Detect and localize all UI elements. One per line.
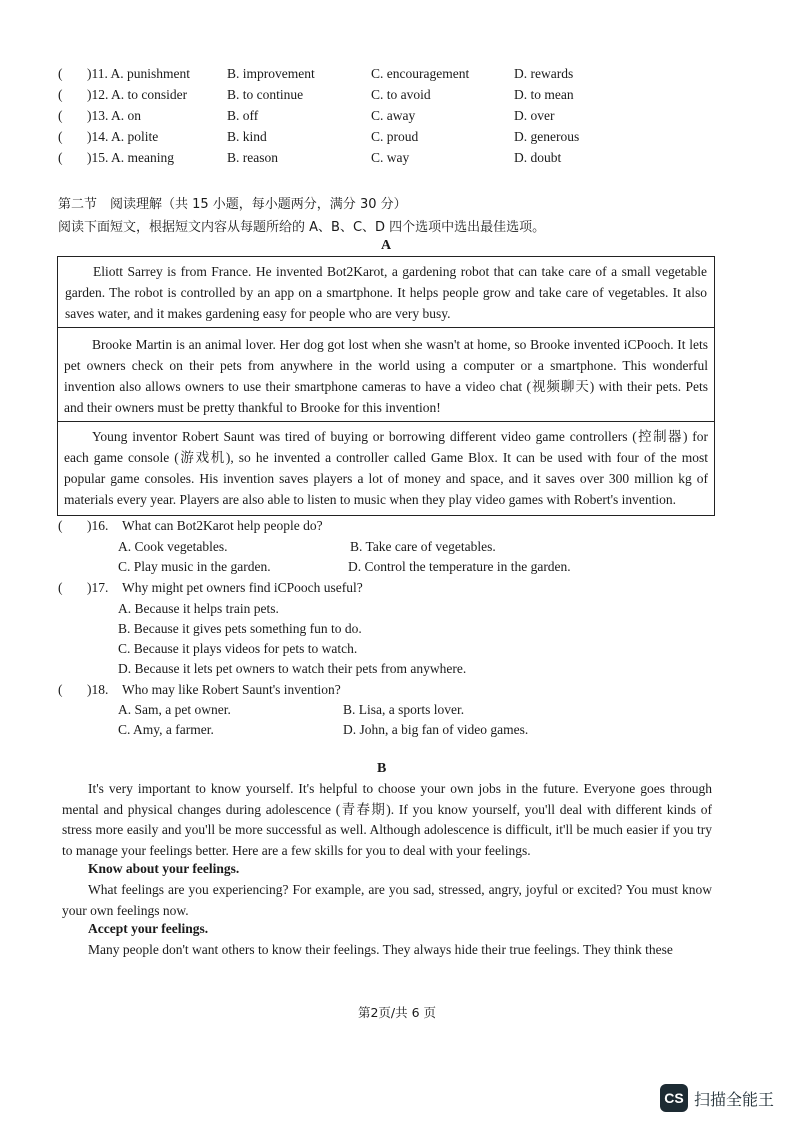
- option-b: B. to continue: [227, 87, 304, 102]
- option: D. Control the temperature in the garden.: [348, 559, 571, 574]
- option-text: C. Because it plays videos for pets to watch.: [118, 641, 358, 656]
- question-number: )17.: [87, 580, 109, 595]
- options-row: [118, 559, 678, 579]
- option: B. Lisa, a sports lover.: [343, 702, 465, 717]
- question-text: What can Bot2Karot help people do?: [122, 518, 323, 533]
- option: A. Cook vegetables.: [118, 539, 228, 554]
- question-stem: [58, 580, 658, 600]
- watermark-text: 扫描全能王: [693, 1089, 774, 1109]
- option-a: )11. A. punishment: [87, 66, 190, 81]
- answer-paren: (: [58, 518, 63, 533]
- options-row: [118, 539, 678, 559]
- scanner-watermark: [660, 1084, 774, 1112]
- box-divider: [57, 327, 715, 328]
- option-b: B. off: [227, 108, 259, 123]
- option-b: B. kind: [227, 129, 267, 144]
- passage-b-paragraph: What feelings are you experiencing? For example, are you sad, stressed, angry, joyful or excited? You must know your own feelings now.: [62, 882, 712, 918]
- question-text: Who may like Robert Saunt's invention?: [122, 682, 341, 697]
- options-row: [118, 722, 678, 742]
- page-number: 第2页/共 6 页: [357, 1005, 437, 1020]
- passage-b-intro: It's very important to know yourself. It's helpful to choose your own jobs in the future. Everyone goes through mental and physical changes during adolescence (青春期). If you know yourself, you'll deal with different kinds of stress more easily and you'll be more successful as well. Although adolescence is difficult, it'll be much easier if you try to manage your feelings better. Here are a few skills for you to deal with your feelings.: [62, 781, 712, 858]
- answer-paren: (: [58, 87, 63, 102]
- option-a: )12. A. to consider: [87, 87, 188, 102]
- option-text: B. Because it gives pets something fun to do.: [118, 621, 362, 636]
- option: C. Amy, a farmer.: [118, 722, 214, 737]
- option-d: D. to mean: [514, 87, 574, 102]
- option-row: [58, 129, 618, 149]
- passage-b-label: B: [377, 761, 387, 776]
- answer-paren: (: [58, 108, 63, 123]
- answer-paren: (: [58, 150, 63, 165]
- option-text: D. Because it lets pet owners to watch their pets from anywhere.: [118, 661, 467, 676]
- option: A. Sam, a pet owner.: [118, 702, 231, 717]
- option: D. John, a big fan of video games.: [343, 722, 529, 737]
- options-row: [118, 702, 678, 722]
- option-d: D. doubt: [514, 150, 562, 165]
- option: C. Play music in the garden.: [118, 559, 271, 574]
- option: B. Take care of vegetables.: [350, 539, 496, 554]
- passage-b-subheading: Know about your feelings.: [88, 861, 240, 876]
- section-instruction: 阅读下面短文，根据短文内容从每题所给的 A、B、C、D 四个选项中选出最佳选项。: [58, 220, 546, 235]
- question-number: )16.: [87, 518, 109, 533]
- passage-a-label: A: [381, 238, 392, 253]
- option-d: D. rewards: [514, 66, 574, 81]
- passage-a-paragraph: Brooke Martin is an animal lover. Her dog got lost when she wasn't at home, so Brooke invented iCPooch. It lets pet owners check on their pets from anywhere in the world using a computer or a smartphone. This wonderful invention also allows owners to use their smartphone cameras to have a video chat (视频聊天) with their pets. Pets and their owners must be pretty thankful to Brooke for this invention!: [64, 337, 708, 415]
- answer-paren: (: [58, 580, 63, 595]
- option-c: C. encouragement: [371, 66, 470, 81]
- option-row: [58, 108, 618, 128]
- option-b: B. improvement: [227, 66, 315, 81]
- option-c: C. to avoid: [371, 87, 431, 102]
- option-row: [58, 150, 618, 170]
- option-row: [58, 87, 618, 107]
- camscanner-logo-icon: CS: [660, 1084, 688, 1112]
- option-a: )15. A. meaning: [87, 150, 174, 165]
- question-text: Why might pet owners find iCPooch useful?: [122, 580, 363, 595]
- box-divider: [57, 421, 715, 422]
- question-stem: [58, 518, 658, 538]
- option-a: )13. A. on: [87, 108, 141, 123]
- option-c: C. proud: [371, 129, 419, 144]
- option-c: C. way: [371, 150, 410, 165]
- option-text: A. Because it helps train pets.: [118, 601, 279, 616]
- question-number: )18.: [87, 682, 109, 697]
- question-stem: [58, 682, 658, 702]
- passage-a-paragraph: Young inventor Robert Saunt was tired of buying or borrowing different video game controllers (控制器) for each game console (游戏机), so he invented a controller called Game Blox. It can be used with four of the most popular game consoles. His invention saves players a lot of money and space, and it saves over 300 million kg of materials every year. Players are also able to listen to music when they play video games with Robert's invention.: [64, 429, 708, 507]
- passage-b-paragraph: Many people don't want others to know their feelings. They always hide their true feelings. They think these: [88, 942, 673, 957]
- passage-b-subheading: Accept your feelings.: [88, 921, 209, 936]
- option-d: D. over: [514, 108, 555, 123]
- option-d: D. generous: [514, 129, 580, 144]
- option-a: )14. A. polite: [87, 129, 159, 144]
- option-row: [58, 66, 618, 86]
- answer-paren: (: [58, 66, 63, 81]
- answer-paren: (: [58, 129, 63, 144]
- option-b: B. reason: [227, 150, 278, 165]
- section-heading: 第二节 阅读理解（共 15 小题，每小题两分，满分 30 分）: [58, 197, 407, 212]
- option-c: C. away: [371, 108, 416, 123]
- answer-paren: (: [58, 682, 63, 697]
- passage-a-paragraph: Eliott Sarrey is from France. He invented Bot2Karot, a gardening robot that can take care of a small vegetable garden. The robot is controlled by an app on a smartphone. It helps people grow and take care of vegetables. It also saves water, and it makes gardening easy for people who are very busy.: [65, 264, 707, 321]
